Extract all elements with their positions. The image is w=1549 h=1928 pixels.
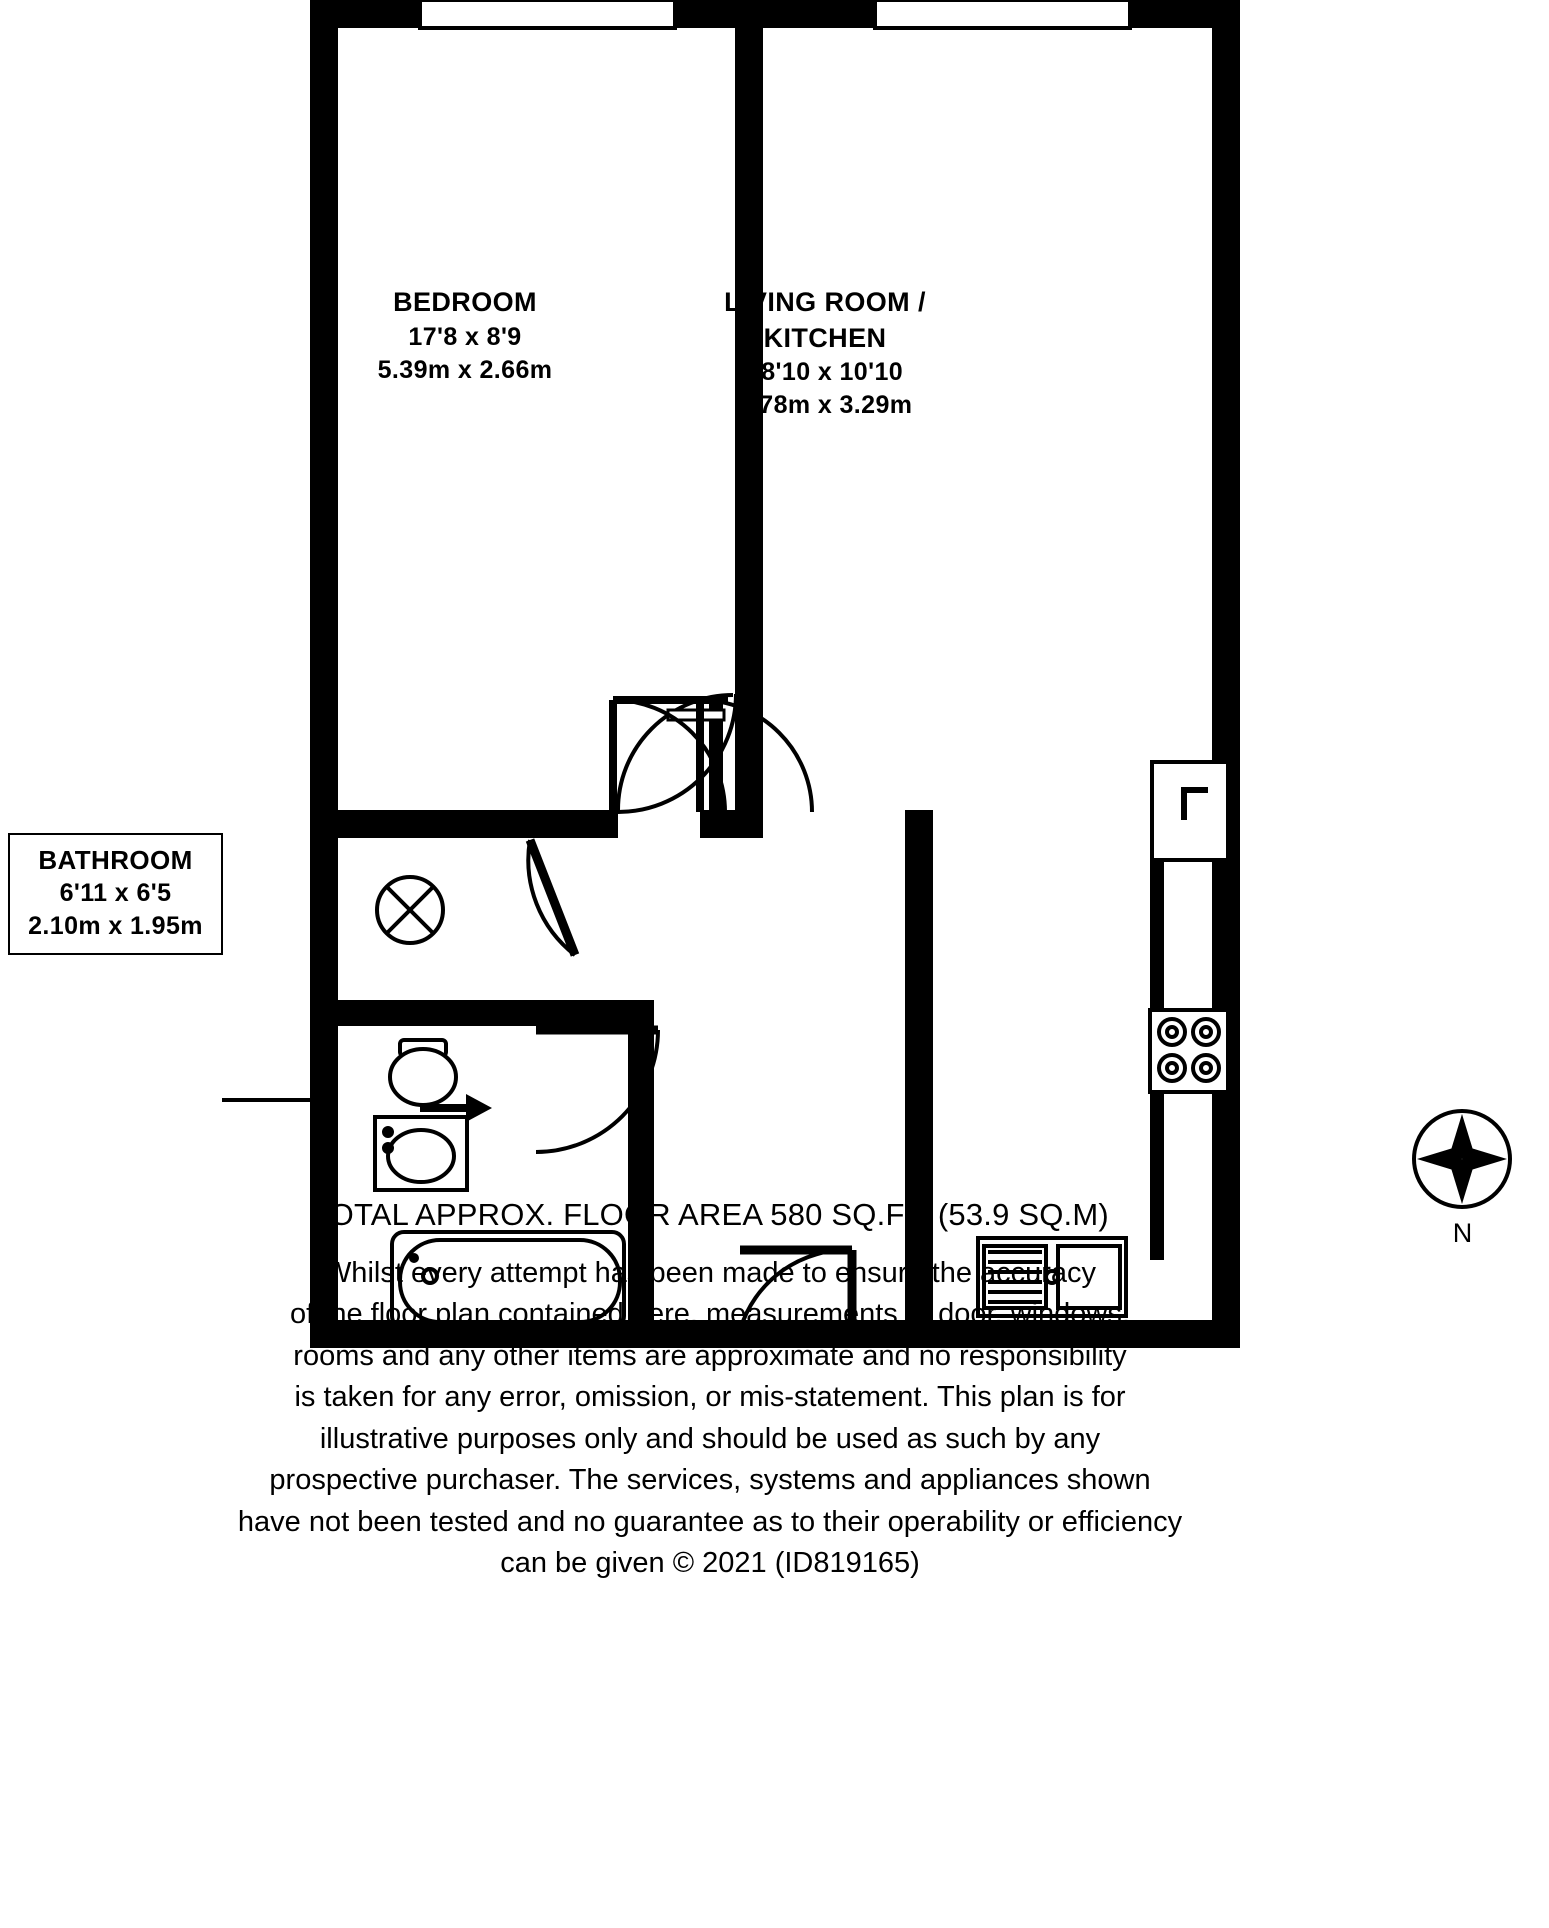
disclaimer-line-8: can be given © 2021 (ID819165) [500, 1547, 920, 1580]
bathroom-dim-imperial: 6'11 x 6'5 [59, 879, 172, 908]
toilet-icon [390, 1040, 456, 1105]
bathroom-name: BATHROOM [38, 845, 193, 875]
fridge-icon [1152, 762, 1228, 860]
bedroom-name: BEDROOM [393, 287, 537, 317]
bedroom-dim-imperial: 17'8 x 8'9 [408, 322, 522, 351]
washbasin-icon [375, 1117, 467, 1190]
bedroom-dim-metric: 5.39m x 2.66m [377, 355, 553, 384]
disclaimer-line-2: of the floor plan contained here, measurements of door, windows, [290, 1298, 1130, 1331]
disclaimer-line-3: rooms and any other items are approximate and no responsibility [293, 1339, 1127, 1372]
living-kitchen-dim-metric: 8.78m x 3.29m [737, 391, 913, 420]
disclaimer-line-4: is taken for any error, omission, or mis-statement. This plan is for [294, 1381, 1126, 1414]
disclaimer-line-6: prospective purchaser. The services, systems and appliances shown [269, 1464, 1151, 1497]
room-label-bedroom [330, 285, 600, 387]
disclaimer-line-1: Whilst every attempt has been made to ensure the accuracy [323, 1257, 1097, 1289]
bathroom-dim-metric: 2.10m x 1.95m [28, 912, 203, 941]
room-label-living-kitchen [680, 285, 970, 422]
disclaimer-line-5: illustrative purposes only and should be used as such by any [319, 1422, 1101, 1455]
disclaimer [0, 1253, 1420, 1585]
hob-icon [1150, 1010, 1228, 1092]
disclaimer-line-7: have not been tested and no guarantee as to their operability or efficiency [237, 1505, 1183, 1538]
fixtures-group [375, 762, 1228, 1328]
compass-north-label: N [1452, 1218, 1473, 1248]
living-kitchen-name-line2: KITCHEN [763, 322, 887, 353]
living-kitchen-name-line1: LIVING ROOM / [724, 287, 926, 317]
ceiling-light-icon [377, 877, 443, 943]
living-kitchen-dim-imperial: 28'10 x 10'10 [746, 358, 904, 387]
total-floor-area: TOTAL APPROX. FLOOR AREA 580 SQ.FT. (53.9 SQ.M) [311, 1197, 1109, 1232]
room-label-bathroom [8, 833, 223, 955]
